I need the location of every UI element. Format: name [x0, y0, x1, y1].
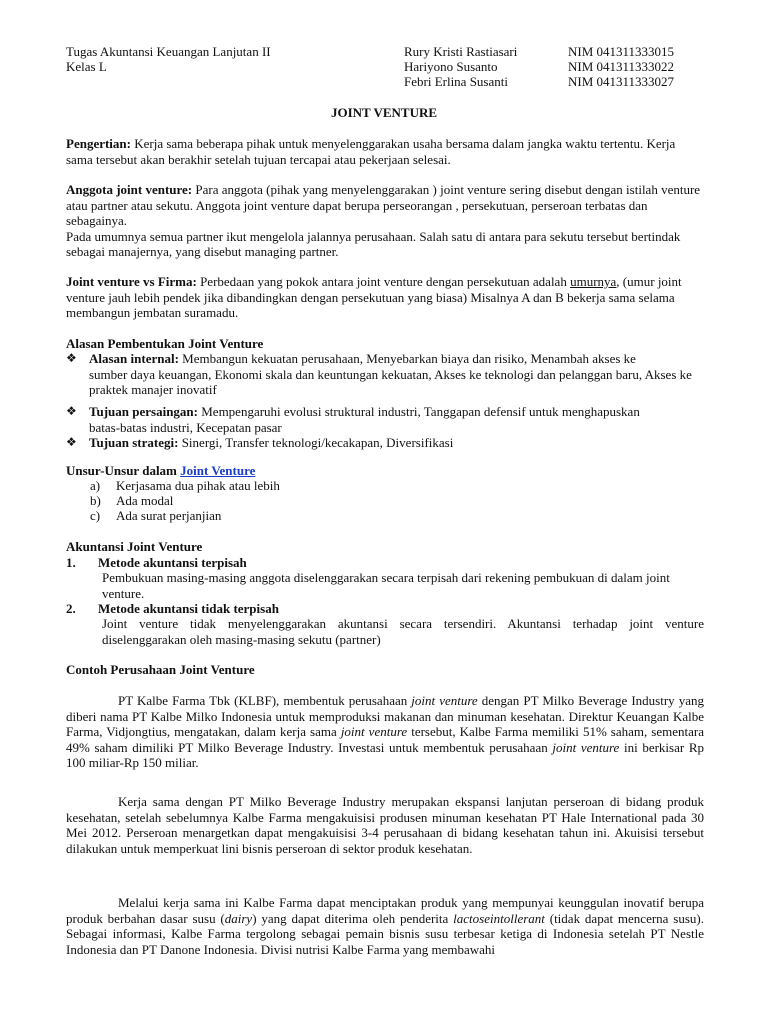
course-label: Tugas Akuntansi Keuangan Lanjutan II — [66, 44, 271, 59]
student-name: Hariyono Susanto — [404, 59, 498, 74]
alasan-item-rest: batas-batas industri, Kecepatan pasar — [89, 419, 282, 435]
diamond-bullet-icon: ❖ — [66, 435, 77, 449]
anggota-text-2: Pada umumnya semua partner ikut mengelola jalannya perusahaan. Salah satu di antara para sekutu tersebut bertindak sebagai manajernya, yang disebut managing partner. — [66, 228, 681, 259]
class-label: Kelas L — [66, 59, 107, 74]
akuntansi-heading: Akuntansi Joint Venture — [66, 539, 203, 554]
vs-firma-label: Joint venture vs Firma: — [66, 274, 197, 289]
document-title: JOINT VENTURE — [330, 105, 438, 120]
list-item-text: Ada modal — [116, 493, 174, 508]
list-item — [66, 404, 706, 435]
p3-text: (tidak dapat mencerna susu). Sebagai informasi, Kalbe Farma tergolong sebagai pemain bisnis susu terbesar ketiga di Indonesia setelah PT Nestle Indonesia dan PT Danone Indonesia. Divisi nutrisi Kalbe Farma yang membawahi — [66, 910, 705, 957]
student-nim: NIM 041311333015 — [568, 44, 675, 59]
vs-firma-text-a: Perbedaan yang pokok antara joint venture dengan persekutuan adalah — [196, 274, 571, 289]
p1-italic: joint venture — [411, 693, 478, 708]
alasan-item-line: Sinergi, Transfer teknologi/kecakapan, Diversifikasi — [178, 435, 454, 450]
vs-firma-text-b: , (umur joint venture jauh lebih pendek jika dibandingkan dengan persekutuan yang biasa) Misalnya A dan B bekerja sama selama membangun jembatan suramadu. — [66, 274, 682, 320]
p1-text: ini berkisar Rp 100 miliar-Rp 150 miliar. — [66, 739, 704, 770]
contoh-paragraph-1 — [66, 693, 704, 771]
student-name: Febri Erlina Susanti — [404, 74, 508, 89]
p1-text: dengan PT Milko Beverage Industry yang diberi nama PT Kalbe Milko Indonesia untuk memproduksi makanan dan minuman kesehatan. Direktur Keuangan Kalbe Farma, Vidjongtius, mengatakan, dalam kerja sama — [66, 693, 704, 739]
list-number: 1. — [66, 555, 76, 570]
list-item — [66, 351, 706, 398]
list-item — [90, 508, 221, 524]
anggota-label: Anggota joint venture: — [66, 182, 193, 197]
p1-text: tersebut, Kalbe Farma memiliki 51% saham, sementara 49% saham dimiliki PT Milko Beverage Industry. Investasi untuk membentuk perusahaan — [66, 724, 704, 755]
alasan-item-label: Tujuan persaingan: — [89, 404, 198, 419]
alasan-heading: Alasan Pembentukan Joint Venture — [66, 336, 264, 351]
contoh-heading: Contoh Perusahaan Joint Venture — [66, 662, 255, 677]
alasan-item-line: Mempengaruhi evolusi struktural industri, Tanggapan defensif untuk menghapuskan — [197, 404, 640, 419]
p3-italic: dairy — [224, 910, 253, 926]
anggota-paragraph — [66, 182, 704, 260]
list-item — [90, 478, 280, 494]
akuntansi-method-title: Metode akuntansi tidak terpisah — [98, 601, 279, 616]
list-item-text: Kerjasama dua pihak atau lebih — [116, 478, 280, 493]
unsur-heading-text: Unsur-Unsur dalam — [66, 463, 181, 478]
p1-text: PT Kalbe Farma Tbk (KLBF), membentuk perusahaan — [118, 693, 412, 708]
anggota-text: Para anggota (pihak yang menyelenggarakan ) joint venture sering disebut dengan istilah venture atau partner atau sekutu. Anggota joint venture dapat berupa perseorangan , persekutuan, perseroan terbatas dan sebagainya. — [66, 182, 701, 228]
alasan-item-rest: sumber daya keuangan, Ekonomi skala dan keuntungan kekuatan, Akses ke teknologi dan pelanggan baru, Akses ke praktek manajer inovatif — [89, 366, 692, 397]
alasan-item-label: Tujuan strategi: — [89, 435, 179, 450]
list-marker: b) — [90, 493, 101, 508]
diamond-bullet-icon: ❖ — [66, 404, 77, 418]
contoh-paragraph-2: Kerja sama dengan PT Milko Beverage Industry merupakan ekspansi lanjutan perseroan di bidang produk kesehatan, setelah sebelumnya Kalbe Farma mengakuisisi produsen minuman kesehatan PT Hale International pada 30 Mei 2012. Perseroan menargetkan dapat mengakuisisi 3-4 perusahaan di bidang kesehatan tahun ini. Akuisisi tersebut dilakukan untuk memperkuat lini bisnis perseroan di sektor produk kesehatan. — [66, 794, 704, 856]
alasan-item-line: Membangun kekuatan perusahaan, Menyebarkan biaya dan risiko, Menambah akses ke — [178, 351, 636, 366]
akuntansi-item-body: Pembukuan masing-masing anggota diselenggarakan secara terpisah dari rekening pembukuan di dalam joint venture. — [102, 570, 670, 601]
contoh-paragraph-3 — [66, 895, 704, 957]
vs-firma-paragraph — [66, 274, 704, 321]
pengertian-text: Kerja sama beberapa pihak untuk menyelenggarakan usaha bersama dalam jangka waktu tertentu. Kerja sama tersebut akan berakhir setelah tujuan tercapai atau pekerjaan selesai. — [66, 136, 676, 167]
p1-italic: joint venture — [340, 724, 408, 739]
list-item — [66, 435, 706, 451]
list-marker: c) — [90, 508, 101, 523]
p3-text: ) yang dapat diterima oleh penderita — [252, 910, 454, 926]
student-nim: NIM 041311333027 — [568, 74, 675, 89]
p1-italic: joint venture — [552, 739, 620, 755]
akuntansi-method-title: Metode akuntansi terpisah — [98, 555, 247, 570]
list-marker: a) — [90, 478, 101, 493]
joint-venture-link[interactable]: Joint Venture — [180, 463, 256, 478]
list-item — [90, 493, 173, 509]
list-item-text: Ada surat perjanjian — [116, 508, 222, 523]
pengertian-label: Pengertian: — [66, 136, 131, 151]
pengertian-paragraph — [66, 136, 704, 167]
p3-italic: lactoseintollerant — [453, 910, 545, 926]
list-number: 2. — [66, 601, 76, 616]
vs-firma-underlined: umurnya — [570, 274, 617, 289]
p3-text: Melalui kerja sama ini Kalbe Farma dapat menciptakan produk yang mempunyai keunggulan inovatif berupa produk berbahan dasar susu ( — [66, 895, 704, 926]
diamond-bullet-icon: ❖ — [66, 351, 77, 365]
student-name: Rury Kristi Rastiasari — [404, 44, 518, 59]
akuntansi-item-body: Joint venture tidak menyelenggarakan akuntansi secara tersendiri. Akuntansi terhadap joint venture diselenggarakan oleh masing-masing sekutu (partner) — [102, 616, 704, 647]
unsur-heading — [66, 463, 255, 479]
alasan-item-label: Alasan internal: — [89, 351, 179, 366]
student-nim: NIM 041311333022 — [568, 59, 675, 74]
akuntansi-item-title — [66, 555, 706, 571]
akuntansi-item-title — [66, 601, 706, 617]
